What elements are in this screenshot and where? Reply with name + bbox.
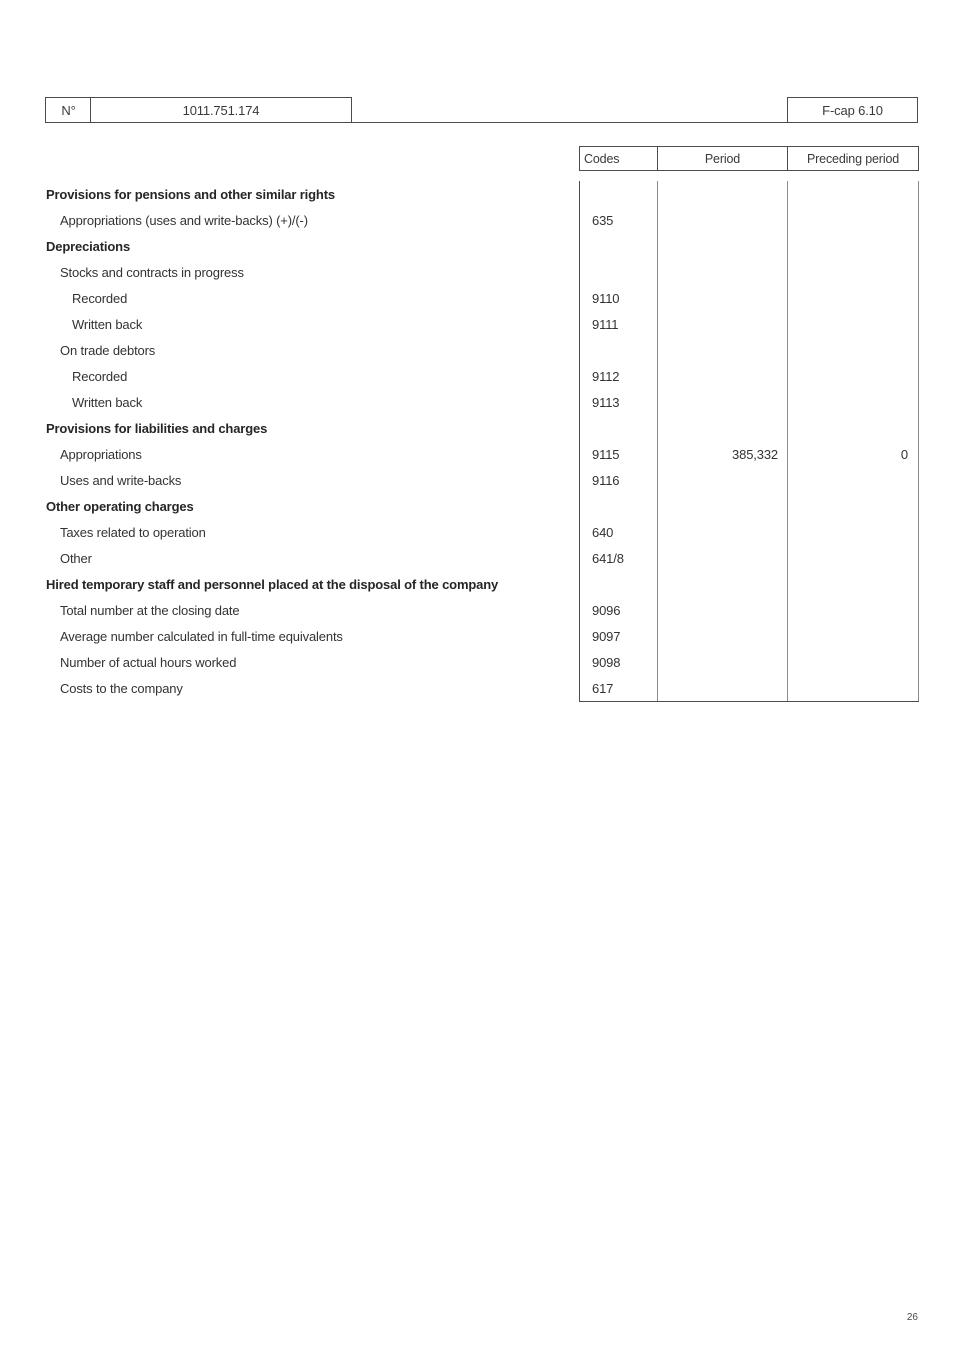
row-code-value: 9116	[592, 472, 620, 488]
row-code-value: 9112	[592, 368, 620, 384]
row-code-value	[579, 259, 657, 285]
table-right-border	[918, 181, 919, 701]
table-row	[45, 623, 918, 649]
table-bottom-border	[579, 701, 919, 702]
row-period-value	[657, 337, 787, 363]
enterprise-number: 1011.751.174	[182, 102, 260, 118]
row-period-value	[657, 467, 787, 493]
table-row	[45, 415, 918, 441]
row-preceding-period-value	[787, 649, 918, 675]
row-label: Depreciations	[46, 238, 131, 254]
enterprise-number-box	[90, 97, 352, 123]
row-period-value	[657, 519, 787, 545]
row-preceding-period-value	[787, 311, 918, 337]
row-preceding-period-value	[787, 337, 918, 363]
row-period-value	[657, 415, 787, 441]
row-label: On trade debtors	[60, 342, 156, 358]
row-period-value	[657, 649, 787, 675]
number-label: N°	[61, 102, 76, 118]
row-preceding-period-value	[787, 675, 918, 701]
table-row	[45, 311, 918, 337]
page-number: 26	[906, 1312, 918, 1323]
row-period-value	[657, 181, 787, 207]
column-header-period: Period	[658, 147, 788, 170]
row-label: Other operating charges	[46, 498, 194, 514]
row-label: Hired temporary staff and personnel placed at the disposal of the company	[46, 576, 499, 592]
form-code: F-cap 6.10	[822, 102, 883, 118]
row-label: Appropriations	[60, 446, 142, 462]
row-label: Number of actual hours worked	[60, 654, 237, 670]
row-code-value: 9097	[592, 628, 621, 644]
row-label: Uses and write-backs	[60, 472, 182, 488]
row-preceding-period-value	[787, 597, 918, 623]
table-row	[45, 649, 918, 675]
table-row	[45, 519, 918, 545]
row-preceding-period-value	[787, 389, 918, 415]
header-underline	[352, 122, 787, 123]
row-code-value	[579, 233, 657, 259]
row-code-value: 635	[592, 212, 614, 228]
row-preceding-period-value	[787, 519, 918, 545]
row-period-value	[657, 259, 787, 285]
table-row	[45, 571, 918, 597]
table-row	[45, 207, 918, 233]
row-code-value: 9111	[592, 316, 619, 332]
row-period-value: 385,332	[732, 446, 778, 462]
table-row	[45, 493, 918, 519]
row-preceding-period-value	[787, 259, 918, 285]
table-row	[45, 597, 918, 623]
row-period-value	[657, 675, 787, 701]
row-label: Recorded	[72, 368, 128, 384]
table-row	[45, 259, 918, 285]
row-period-value	[657, 311, 787, 337]
row-period-value	[657, 285, 787, 311]
row-preceding-period-value	[787, 467, 918, 493]
column-header-preceding-period: Preceding period	[806, 151, 900, 166]
row-code-value: 641/8	[592, 550, 624, 566]
row-period-value	[657, 363, 787, 389]
row-label: Provisions for liabilities and charges	[46, 420, 268, 436]
row-code-value	[579, 571, 657, 597]
table-row	[45, 675, 918, 701]
row-preceding-period-value	[787, 493, 918, 519]
number-label-box	[45, 97, 91, 123]
row-period-value	[657, 207, 787, 233]
row-preceding-period-value	[787, 363, 918, 389]
table-row	[45, 181, 918, 207]
table-row	[45, 467, 918, 493]
table-row	[45, 337, 918, 363]
row-preceding-period-value	[787, 181, 918, 207]
table-row	[45, 285, 918, 311]
row-code-value: 9098	[592, 654, 621, 670]
row-code-value	[579, 181, 657, 207]
row-label: Other	[60, 550, 92, 566]
table-row	[45, 363, 918, 389]
row-label: Average number calculated in full-time equivalents	[60, 628, 343, 644]
row-preceding-period-value	[787, 233, 918, 259]
row-preceding-period-value	[787, 415, 918, 441]
row-period-value	[657, 571, 787, 597]
table-body-rows	[45, 181, 918, 701]
row-code-value: 9096	[592, 602, 621, 618]
column-header-codes: Codes	[580, 147, 658, 170]
row-code-value	[579, 337, 657, 363]
table-row	[45, 545, 918, 571]
row-preceding-period-value: 0	[900, 446, 908, 462]
row-period-value	[657, 623, 787, 649]
row-preceding-period-value	[787, 545, 918, 571]
row-label: Provisions for pensions and other similar rights	[46, 186, 335, 202]
row-code-value: 9113	[592, 394, 620, 410]
row-code-value	[579, 415, 657, 441]
row-period-value	[657, 597, 787, 623]
row-code-value: 9110	[592, 290, 620, 306]
row-code-value: 9115	[592, 446, 620, 462]
row-label: Total number at the closing date	[60, 602, 240, 618]
row-label: Appropriations (uses and write-backs) (+)/(-)	[60, 212, 308, 228]
row-label: Written back	[72, 316, 143, 332]
row-period-value	[657, 233, 787, 259]
row-period-value	[657, 389, 787, 415]
row-label: Recorded	[72, 290, 128, 306]
row-code-value	[579, 493, 657, 519]
table-row	[45, 441, 918, 467]
row-period-value	[657, 493, 787, 519]
row-label: Stocks and contracts in progress	[60, 264, 244, 280]
form-code-box	[787, 97, 918, 123]
row-preceding-period-value	[787, 285, 918, 311]
row-label: Written back	[72, 394, 143, 410]
row-preceding-period-value	[787, 207, 918, 233]
table-row	[45, 233, 918, 259]
row-preceding-period-value	[787, 571, 918, 597]
table-row	[45, 389, 918, 415]
table-column-header	[579, 146, 919, 171]
row-period-value	[657, 545, 787, 571]
row-code-value: 617	[592, 680, 614, 696]
row-label: Costs to the company	[60, 680, 183, 696]
row-code-value: 640	[592, 524, 614, 540]
row-label: Taxes related to operation	[60, 524, 206, 540]
row-preceding-period-value	[787, 623, 918, 649]
